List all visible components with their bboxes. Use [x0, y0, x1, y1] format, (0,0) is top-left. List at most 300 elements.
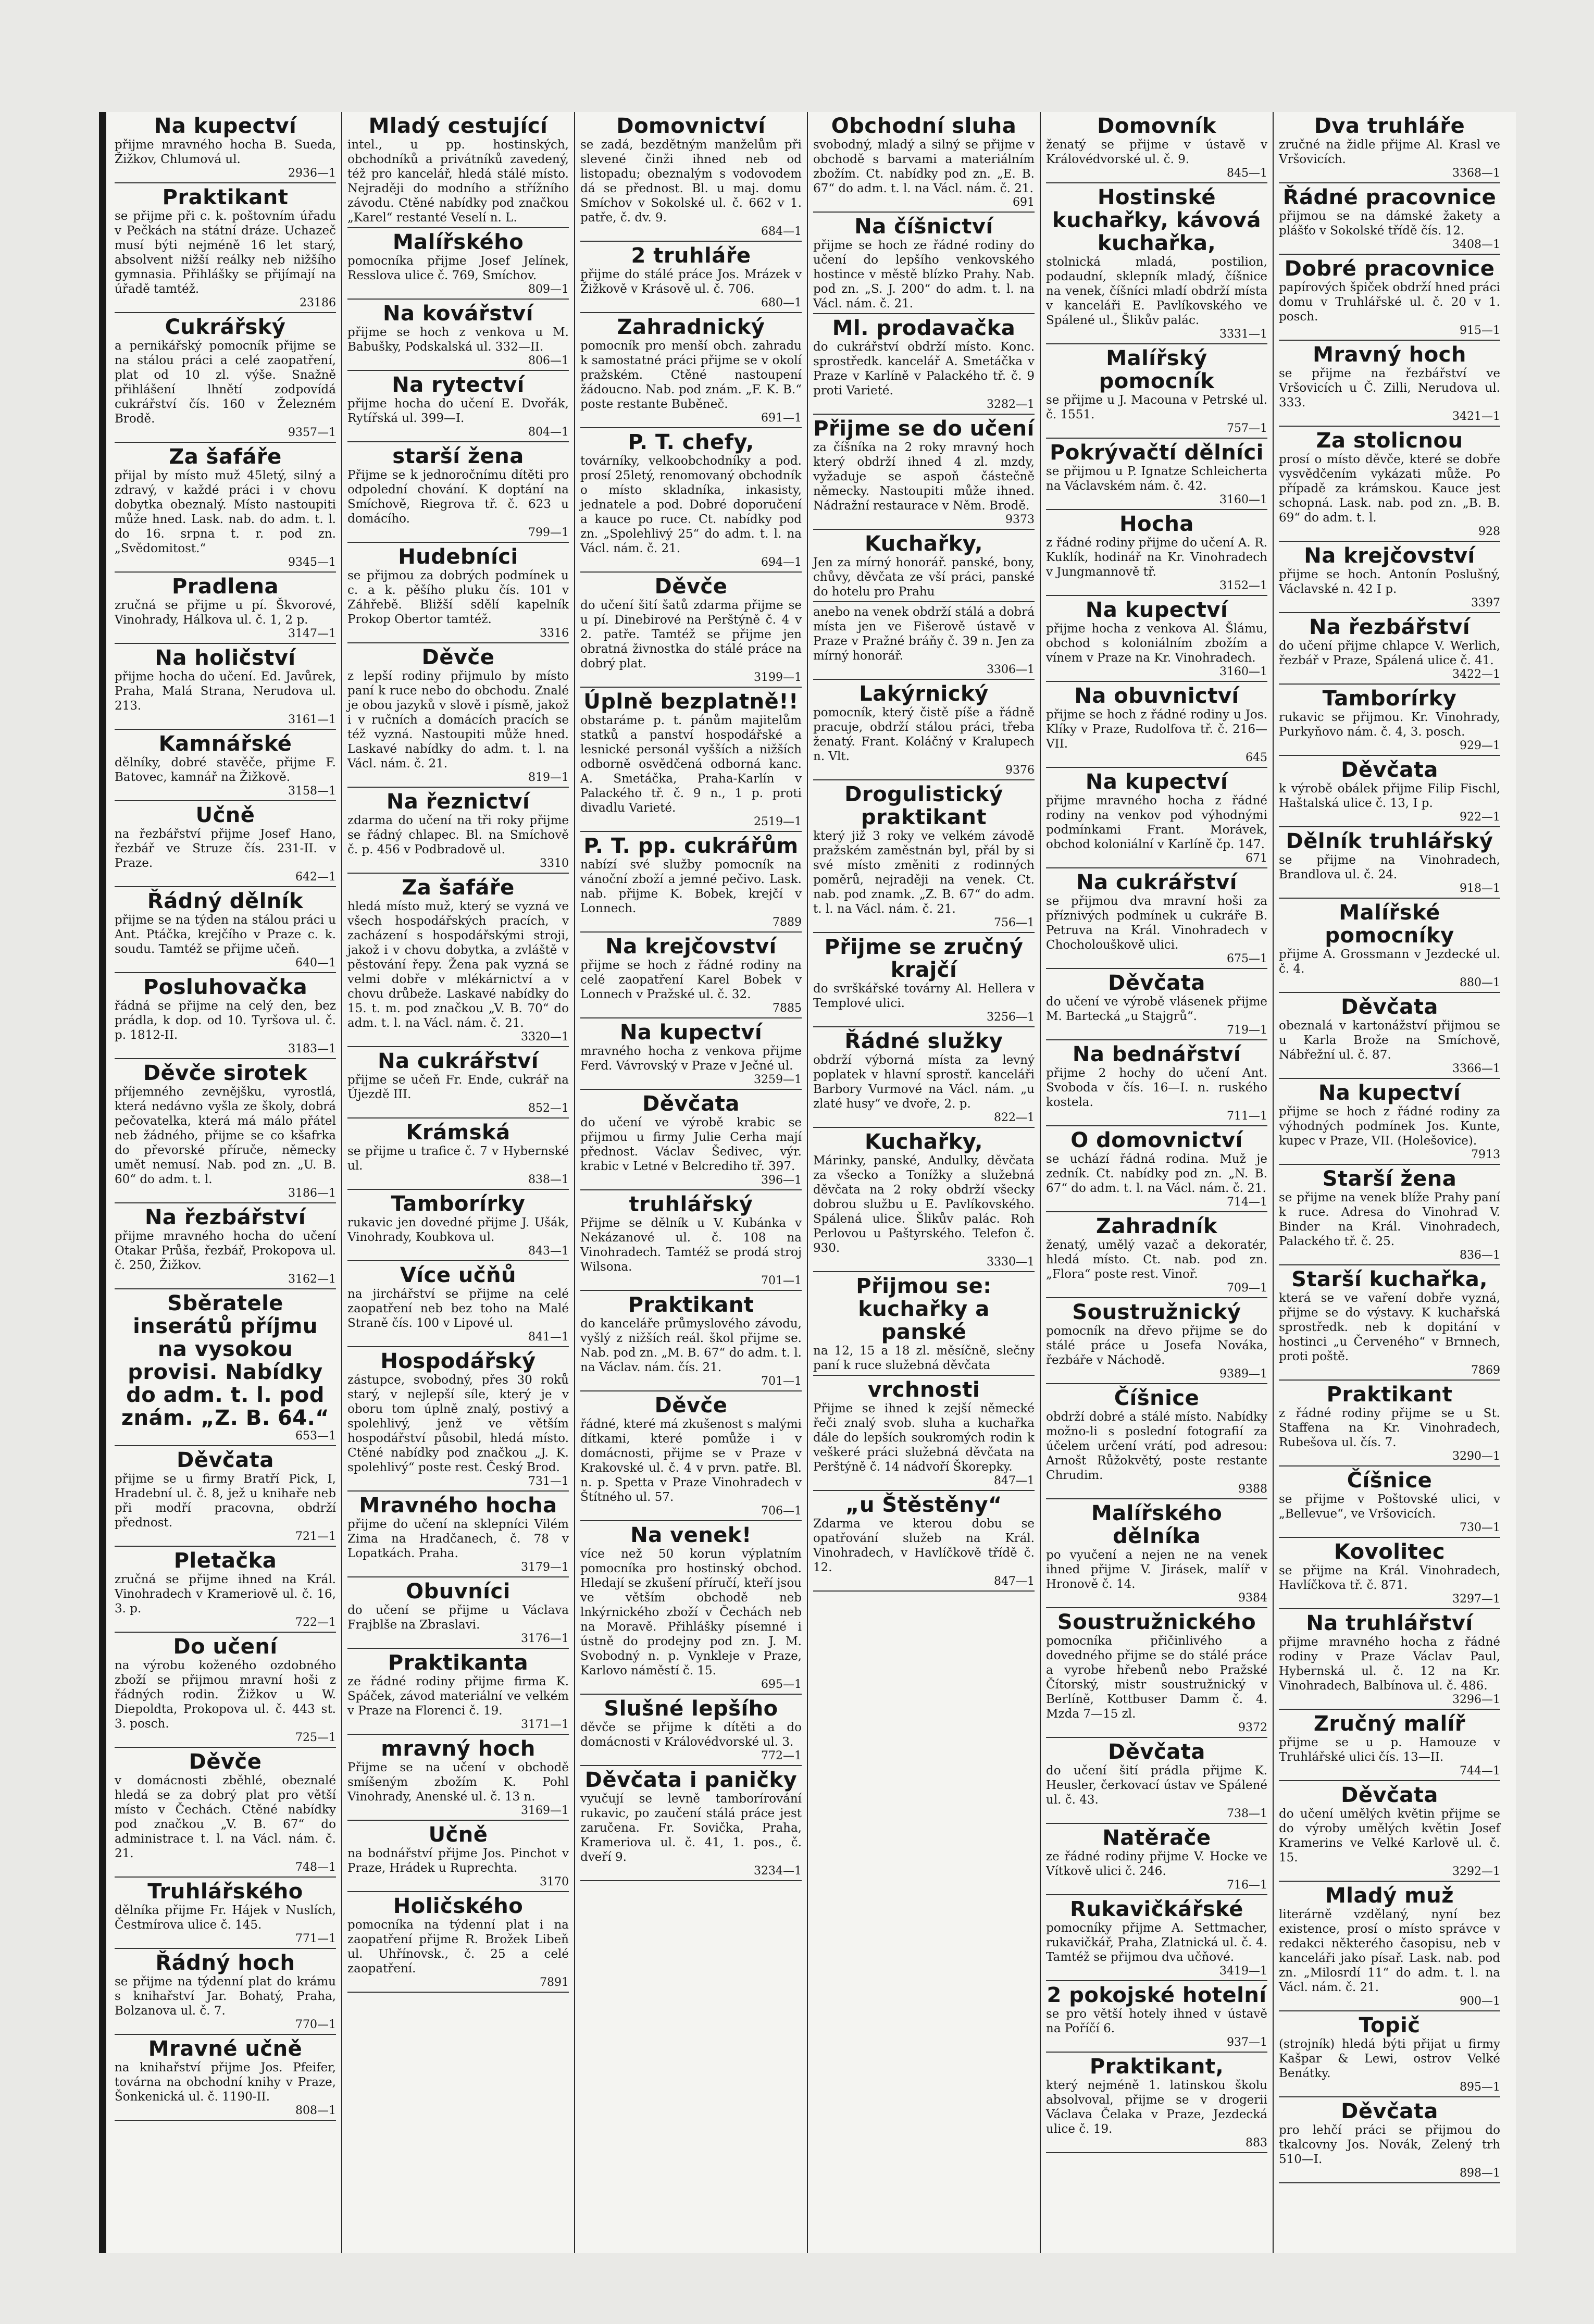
- ad-heading: Dobré pracovnice: [1284, 257, 1495, 281]
- ad-body: se zadá, bezdětným manželům při slevené činži ihned neb od listopadu; obeznalým s vodovodem dá se přednost. Bl. u maj. domu Smíchov v Sokolské ul. č. 662 v 1. patře, č. dv. 9.: [580, 138, 802, 225]
- ad-code: 706—1: [761, 1505, 802, 1518]
- ad-body: ze řádné rodiny přijme V. Hocke ve Vítkově ulici č. 246.: [1046, 1850, 1267, 1878]
- classified-ad: [1279, 2011, 1500, 2097]
- ad-heading: Děvčata: [1341, 1783, 1438, 1807]
- ad-heading: Na řezbářství: [144, 1206, 306, 1229]
- ad-code: 804—1: [528, 426, 569, 439]
- classified-ad: [347, 371, 569, 442]
- ad-heading: Na krejčovství: [605, 935, 777, 959]
- classified-ad: [1279, 613, 1500, 685]
- ad-heading: Řádný hoch: [155, 1951, 295, 1975]
- classified-ad: [1279, 542, 1500, 613]
- ad-body: na bodnářství přijme Jos. Pinchot v Praze, Hrádek u Ruprechta.: [347, 1847, 569, 1875]
- classified-ad: [1046, 1499, 1267, 1608]
- ad-heading: Zahradník: [1095, 1214, 1218, 1238]
- ad-heading: Úplně bezplatně!!: [583, 690, 799, 714]
- ad-code: 3366—1: [1452, 1062, 1500, 1075]
- ad-code: 640—1: [295, 956, 336, 970]
- ad-body: přijme se hoch z řádné rodiny za výhodných podmínek Jos. Kunte, kupec v Praze, VII. (Holešovice).: [1279, 1105, 1500, 1148]
- ad-body: ženatý se přijme v ústavě v Královédvorské ul. č. 9.: [1046, 138, 1267, 166]
- ad-code: 748—1: [295, 1861, 336, 1874]
- classified-ad: [1046, 969, 1267, 1040]
- ad-heading: O domovnictví: [1070, 1128, 1243, 1152]
- ad-body: obstaráme p. t. pánům majitelům statků a panství hospodářské a lesnické personál vyšších a nižších odborně osvědčená odborná kanc. A. Smetáčka, Praha-Karlín v Palackého tř. č. 9 n., 1 p. proti divadlu Varieté.: [580, 714, 802, 815]
- ad-code: 3152—1: [1219, 579, 1267, 592]
- ad-body: se uchází řádná rodina. Muž je zedník. Ct. nabídky pod zn. „N. B. 67“ do adm. t. l. na Václ. nám. č. 21.: [1046, 1152, 1267, 1195]
- classified-ad: [1046, 1040, 1267, 1126]
- ad-heading: Krámská: [406, 1121, 510, 1145]
- ad-body: se přijme na řezbářství ve Vršovicích u Č. Zilli, Nerudova ul. 333.: [1279, 367, 1500, 409]
- ad-code: 3292—1: [1452, 1865, 1500, 1878]
- ad-heading: Tamborírky: [391, 1192, 526, 1216]
- ad-body: Přijme se k jednoročnímu dítěti pro odpolední chování. K doptání na Smíchově, Riegrova tř. č. 623 u domácího.: [347, 468, 569, 526]
- ad-code: 9345—1: [288, 556, 336, 569]
- ad-heading: Na obuvnictví: [1074, 684, 1239, 708]
- ad-body: přijme se hoch. Antonín Poslušný, Václavské n. 42 I p.: [1279, 568, 1500, 596]
- ad-body: pomocníky přijme A. Settmacher, rukavičkář, Praha, Zlatnická ul. č. 4. Tamtéž se přijmou dva učňové.: [1046, 1921, 1267, 1964]
- ad-body: do učení ve výrobě krabic se přijmou u firmy Julie Cerha mají přednost. Václav Šedivec, výr. krabic v Letné v Belcrediho tř. 397.: [580, 1116, 802, 1173]
- ad-code: 3171—1: [521, 1718, 569, 1731]
- classified-ad: [115, 112, 336, 183]
- classified-ad: [1279, 899, 1500, 993]
- ad-code: 701—1: [761, 1274, 802, 1287]
- ad-code: 675—1: [1227, 952, 1267, 965]
- classified-ad: [1046, 1298, 1267, 1384]
- ad-code: 3421—1: [1452, 410, 1500, 423]
- classified-ad: [1046, 1126, 1267, 1212]
- classified-ad: [347, 1261, 569, 1347]
- classified-ad: [1279, 1538, 1500, 1609]
- ad-code: 738—1: [1227, 1807, 1267, 1820]
- ad-code: 895—1: [1460, 2081, 1500, 2094]
- column-5: [1041, 112, 1274, 2253]
- ad-body: přijme mravného hocha do učení Otakar Průša, řezbář, Prokopova ul. č. 250, Žižkov.: [115, 1229, 336, 1272]
- ad-heading: Za šafáře: [169, 445, 282, 469]
- classified-ad: [347, 1821, 569, 1892]
- ad-heading: Za stolicnou: [1316, 429, 1463, 453]
- column-3: [575, 112, 808, 2253]
- ad-body: řádná se přijme na celý den, bez prádla, k dop. od 10. Tyršova ul. č. p. 1812-II.: [115, 999, 336, 1042]
- ad-code: 694—1: [761, 556, 802, 569]
- ad-body: za číšníka na 2 roky mravný hoch který obdrží ihned 4 zl. mzdy, vyžaduje se aspoň částečně německy. Nastoupiti může ihned. Nádražní restaurace v Něm. Brodě.: [813, 441, 1035, 513]
- ad-heading: Topič: [1359, 2014, 1421, 2037]
- ad-body: dělníky, dobré stavěče, přijme F. Batovec, kamnář na Žižkově.: [115, 756, 336, 784]
- ad-code: 3158—1: [288, 785, 336, 798]
- classified-ad: [1046, 510, 1267, 596]
- ad-code: 937—1: [1227, 2036, 1267, 2049]
- ad-code: 3183—1: [288, 1042, 336, 1055]
- ad-code: 9388: [1238, 1483, 1267, 1496]
- ad-code: 3330—1: [987, 1256, 1035, 1269]
- ad-code: 799—1: [528, 526, 569, 539]
- ad-heading: Pletačka: [173, 1549, 277, 1573]
- classified-ad: [1279, 1265, 1500, 1381]
- ad-heading: Mladý muž: [1325, 1884, 1454, 1908]
- ad-heading: Na číšnictví: [854, 215, 993, 239]
- ad-heading: Na kovářství: [383, 302, 533, 326]
- ad-code: 645: [1246, 751, 1267, 764]
- ad-heading: Na venek!: [630, 1523, 752, 1547]
- ad-code: 7891: [540, 1976, 569, 1989]
- ad-body: přijme se hoch z řádné rodiny na celé zaopatření Karel Bobek v Lonnech v Pražské ul. č. 32.: [580, 959, 802, 1001]
- ad-body: zručná se přijme ihned na Král. Vinohradech v Krameriově ul. č. 16, 3. p.: [115, 1573, 336, 1615]
- classified-ad: [580, 1291, 802, 1391]
- ad-code: 836—1: [1460, 1249, 1500, 1262]
- ad-body: Zdarma ve kterou dobu se opatřování služeb na Král. Vinohradech, v Havlíčkově třídě č. 12.: [813, 1517, 1035, 1574]
- ad-heading: Praktikanta: [388, 1651, 529, 1675]
- ad-code: 9376: [1005, 764, 1035, 777]
- ad-code: 7869: [1471, 1364, 1500, 1377]
- ad-body: přijme se u p. Hamouze v Truhlářské ulici čís. 13—II.: [1279, 1736, 1500, 1764]
- ad-code: 3160—1: [1219, 665, 1267, 678]
- classified-ad: [347, 1118, 569, 1190]
- ad-heading: Rukavičkářské: [1070, 1897, 1243, 1921]
- ad-body: svobodný, mladý a silný se přijme v obchodě s barvami a materiálním zbožím. Ct. nabídky pod zn. „E. B. 67“ do adm. t. l. na Václ. nám. č. 21.: [813, 138, 1035, 195]
- classified-ad: [115, 887, 336, 973]
- ad-body: ženatý, umělý vazač a dekoratér, hledá místo. Ct. nab. pod zn. „Flora“ poste rest. Vinoř.: [1046, 1238, 1267, 1281]
- ad-body: se přijme v Poštovské ulici, v „Bellevue“, ve Vršovicích.: [1279, 1493, 1500, 1521]
- ad-body: pomocníka přičinlivého a dovedného přijme se do stálé práce a vyrobe hřebenů nebo Pražské Čítorský, mistr soustružnický v Berlíně, Kottbuser Damm č. 4. Mzda 7—15 zl.: [1046, 1634, 1267, 1721]
- ad-body: se přijme na týdenní plat do krámu s knihařství Jar. Bohatý, Praha, Bolzanova ul. č. 7.: [115, 1975, 336, 2018]
- ad-code: 3316: [540, 627, 569, 640]
- ad-heading: Na kupectví: [619, 1021, 763, 1045]
- ad-code: 731—1: [528, 1475, 569, 1488]
- ad-heading: Tamborírky: [1322, 687, 1457, 711]
- ad-code: 843—1: [528, 1245, 569, 1258]
- ad-heading: Více učňů: [400, 1263, 517, 1287]
- ad-heading: Děvče: [421, 645, 495, 669]
- ad-body: pomocníka na týdenní plat i na zaopatření přijme R. Brožek Libeň ul. Uhřínovsk., č. 25 a celé zaopatření.: [347, 1918, 569, 1975]
- ad-body: anebo na venek obdrží stálá a dobrá místa jen ve Fišerově ústavě v Praze v Pražné bráňy č. 39 n. Jen za mírný honorář.: [813, 605, 1035, 663]
- ad-code: 852—1: [528, 1102, 569, 1115]
- ad-body: se přijmou dva mravní hoši za příznivých podmínek u cukráře B. Petruva na Král. Vinohradech v Chocholouškově ulici.: [1046, 894, 1267, 952]
- ad-heading: Drogulistický praktikant: [844, 782, 1003, 829]
- ad-heading: Truhlářského: [147, 1880, 303, 1904]
- ad-code: 900—1: [1460, 1995, 1500, 2008]
- classified-columns: [109, 112, 1505, 2253]
- ad-body: do svrškářské továrny Al. Hellera v Templové ulici.: [813, 982, 1035, 1010]
- ad-code: 3179—1: [521, 1561, 569, 1574]
- ad-body: obeznalá v kartonážství přijmou se u Karla Brože na Smíchově, Nábřežní ul. č. 87.: [1279, 1019, 1500, 1062]
- classified-ad: [347, 1347, 569, 1492]
- ad-code: 722—1: [295, 1616, 336, 1629]
- ad-heading: starší žena: [392, 444, 524, 468]
- ad-code: 3162—1: [288, 1273, 336, 1286]
- ad-body: se přijmou u P. Ignatze Schleicherta na Václavském nám. č. 42.: [1046, 465, 1267, 493]
- ad-body: se přijme na venek blíže Prahy paní k ruce. Adresa do Vinohrad V. Binder na Král. Vinohradech, Palackého tř. č. 25.: [1279, 1191, 1500, 1248]
- ad-body: Přijme se dělník u V. Kubánka v Nekázanové ul. č. 108 na Vinohradech. Tamtéž se prodá stroj Wilsona.: [580, 1216, 802, 1274]
- ad-code: 809—1: [528, 283, 569, 296]
- ad-code: 9389—1: [1219, 1368, 1267, 1381]
- ad-code: 642—1: [295, 871, 336, 884]
- classified-ad: [1279, 341, 1500, 427]
- ad-code: 918—1: [1460, 882, 1500, 895]
- ad-heading: Na krejčovství: [1304, 544, 1475, 568]
- ad-heading: Kuchařky,: [865, 532, 983, 556]
- ad-heading: Číšnice: [1347, 1469, 1433, 1493]
- ad-body: více než 50 korun výplatním pomocníka pro hostinský obchod. Hledají se zkušení příručí, kteří jsou ve větším obchodě neb lnkýrnického zboží v Čechách neb na Moravě. Přihlášky písemné i ústně do prodejny pod zn. J. M. Svobodný n. p. Vynkleje v Praze, Karlovo náměstí č. 15.: [580, 1547, 802, 1677]
- ad-body: pomocník, který čistě píše a řádně pracuje, obdrží stálou práci, třeba ženatý. Frant. Koláčný v Kralupech n. Vlt.: [813, 706, 1035, 763]
- ad-body: do učení se přijme u Václava Frajblše na Zbraslavi.: [347, 1604, 569, 1632]
- classified-ad: [1279, 112, 1500, 183]
- classified-ad: [1279, 183, 1500, 255]
- ad-body: na výrobu koženého ozdobného zboží se přijmou mravní hoši z řádných rodin. Žižkov u W. Diepoldta, Prokopova ul. č. 443 st. 3. posch.: [115, 1659, 336, 1731]
- ad-heading: Ml. prodavačka: [832, 316, 1016, 340]
- classified-ad: [347, 1649, 569, 1735]
- ad-heading: Holičského: [393, 1894, 524, 1918]
- ad-heading: Malířského dělníka: [1091, 1501, 1223, 1548]
- ad-body: ze řádné rodiny přijme firma K. Spáček, závod materiální ve velkém v Praze na Florenci č. 19.: [347, 1675, 569, 1718]
- ad-code: 929—1: [1460, 739, 1500, 752]
- ad-body: přijme hocha do učení E. Dvořák, Rytířská ul. 399—I.: [347, 397, 569, 425]
- classified-ad: [1279, 1381, 1500, 1467]
- ad-code: 922—1: [1460, 811, 1500, 824]
- ad-code: 711—1: [1227, 1110, 1267, 1123]
- ad-heading: Mravné učně: [148, 2037, 303, 2061]
- ad-heading: Malířský pomocník: [1099, 346, 1215, 393]
- ad-heading: Do učení: [173, 1635, 278, 1659]
- scan-edge: [99, 112, 106, 2253]
- classified-ad: [580, 832, 802, 933]
- ad-code: 7889: [773, 916, 802, 929]
- classified-ad: [115, 1949, 336, 2035]
- ad-heading: Mladý cestující: [368, 114, 548, 138]
- ad-body: pomocník na dřevo přijme se do stálé práce u Josefa Nováka, řezbáře v Náchodě.: [1046, 1324, 1267, 1367]
- ad-heading: Kamnářské: [158, 732, 292, 756]
- ad-body: se přijmou za dobrých podmínek u c. a k. pěšího pluku čís. 101 v Záhřebě. Bližší sdělí kapelník Prokop Obertor tamtéž.: [347, 569, 569, 626]
- classified-ad: [115, 443, 336, 573]
- classified-ad: [580, 1695, 802, 1766]
- ad-code: 3290—1: [1452, 1450, 1500, 1463]
- ad-code: 880—1: [1460, 976, 1500, 989]
- classified-ad: [115, 801, 336, 887]
- ad-code: 847—1: [994, 1474, 1035, 1487]
- ad-code: 3320—1: [521, 1030, 569, 1043]
- ad-body: hledá místo muž, který se vyzná ve všech hospodářských pracích, v zacházení s hospodářskými stroji, jakož i v chovu dobytka, a zvláště v pěstování řepy. Žena pak vyzná se velmi dobře v mlékárnictví a v chovu drůbeže. Laskavé nabídky do 15. t. m. pod značkou „V. B. 70“ do adm. t. l. na Václ. nám. č. 21.: [347, 900, 569, 1030]
- ad-heading: Hudebníci: [398, 545, 518, 569]
- classified-ad: [580, 933, 802, 1018]
- ad-body: na knihařství přijme Jos. Pfeifer, továrna na obchodní knihy v Praze, Šonkenická ul. č. 1190-II.: [115, 2061, 336, 2104]
- classified-ad: [347, 1892, 569, 1993]
- ad-heading: Hospodářský: [380, 1349, 536, 1373]
- classified-ad: [347, 874, 569, 1047]
- ad-code: 691: [1013, 196, 1035, 209]
- ad-body: po vyučení a nejen ne na venek ihned přijme V. Jirásek, malíř v Hronově č. 14.: [1046, 1548, 1267, 1591]
- classified-ad: [347, 1190, 569, 1261]
- ad-code: 3310: [540, 857, 569, 870]
- ad-heading: Praktikant: [162, 185, 289, 209]
- ad-code: 770—1: [295, 2018, 336, 2031]
- ad-body: na jirchářství se přijme na celé zaopatření neb bez toho na Malé Straně čís. 100 v Lipové ul.: [347, 1287, 569, 1330]
- ad-code: 691—1: [761, 412, 802, 425]
- classified-ad: [580, 1766, 802, 1881]
- classified-ad: [347, 228, 569, 300]
- column-4: [808, 112, 1041, 2253]
- ad-body: děvče se přijme k dítěti a do domácnosti v Královédvorské ul. 3.: [580, 1721, 802, 1749]
- classified-ad: [347, 543, 569, 643]
- ad-code: 725—1: [295, 1731, 336, 1744]
- column-6: [1274, 112, 1505, 2253]
- ad-heading: Děvčata: [177, 1448, 274, 1472]
- ad-body: z řádné rodiny přijme se u St. Staffena na Kr. Vinohradech, Rubešova ul. čís. 7.: [1279, 1407, 1500, 1449]
- classified-ad: [580, 1090, 802, 1190]
- ad-heading: Na řeznictví: [386, 790, 530, 814]
- ad-code: 701—1: [761, 1375, 802, 1388]
- classified-ad: [813, 112, 1035, 213]
- classified-ad: [1279, 1079, 1500, 1165]
- ad-heading: Malířské pomocníky: [1325, 901, 1454, 948]
- classified-ad: [115, 644, 336, 730]
- ad-heading: Na rytectví: [392, 373, 525, 397]
- ad-heading: Praktikant: [628, 1293, 754, 1317]
- ad-heading: Učně: [428, 1823, 488, 1847]
- ad-heading: Mravného hocha: [359, 1494, 557, 1518]
- ad-body: přijme mravného hocha B. Sueda, Žižkov, Chlumová ul.: [115, 138, 336, 166]
- classified-ad: [580, 112, 802, 242]
- classified-ad: [115, 730, 336, 801]
- ad-body: přijmou se na dámské žakety a plášťo v Sokolské třídě čís. 12.: [1279, 209, 1500, 238]
- column-2: [342, 112, 575, 2253]
- classified-ad: [1046, 439, 1267, 510]
- classified-ad: [580, 242, 802, 313]
- classified-ad: [347, 1492, 569, 1577]
- ad-heading: Děvče: [654, 575, 728, 599]
- ad-heading: Na truhlářství: [1306, 1611, 1473, 1635]
- classified-ad: [580, 1190, 802, 1291]
- ad-code: 9372: [1238, 1721, 1267, 1734]
- ad-code: 396—1: [761, 1174, 802, 1187]
- classified-ad: [115, 573, 336, 644]
- ad-code: 838—1: [528, 1173, 569, 1186]
- ad-heading: Na kupectví: [1085, 770, 1228, 794]
- ad-heading: Praktikant,: [1089, 2055, 1224, 2079]
- ad-heading: truhlářský: [629, 1192, 753, 1216]
- ad-code: 3282—1: [987, 398, 1035, 411]
- ad-heading: P. T. chefy,: [628, 430, 754, 454]
- ad-heading: Kovolitec: [1334, 1540, 1446, 1564]
- ad-body: se přijme na Vinohradech, Brandlova ul. č. 24.: [1279, 853, 1500, 881]
- ad-body: továrníky, velkoobchodníky a pod. prosí 25letý, renomovaný obchodník o místo skladníka, inkasisty, jednatele a pod. Dobré doporučení a kauce po ruce. Ct. nabídky pod zn. „Spolehlivý 25“ do adm. t. l. na Václ. nám. č. 21.: [580, 454, 802, 555]
- ad-heading: Kuchařky,: [865, 1130, 983, 1154]
- ad-code: 3306—1: [987, 663, 1035, 676]
- ad-heading: Řádný dělník: [147, 889, 304, 913]
- ad-code: 3147—1: [288, 627, 336, 640]
- classified-ad: [813, 530, 1035, 602]
- ad-code: 3186—1: [288, 1187, 336, 1200]
- classified-ad: [813, 680, 1035, 780]
- ad-heading: Posluhovačka: [143, 975, 308, 999]
- classified-ad: [347, 1577, 569, 1649]
- classified-ad: [1046, 682, 1267, 768]
- ad-heading: Číšnice: [1114, 1386, 1200, 1410]
- ad-body: Jen za mírný honorář. panské, bony, chůvy, děvčata ze vší práci, panské do hotelu pro Prahu: [813, 556, 1035, 599]
- ad-body: přijme do stálé práce Jos. Mrázek v Žižkově v Krásově ul. č. 706.: [580, 268, 802, 296]
- classified-ad: [813, 1272, 1035, 1376]
- ad-heading: Hostinské kuchařky, kávová kuchařka,: [1052, 185, 1261, 255]
- column-1: [109, 112, 342, 2253]
- ad-body: intel., u pp. hostinských, obchodníků a privátníků zavedený, též pro kancelář, hledá stálé místo. Nejraději do modního a střížního závodu. Ctěné nabídky pod značkou „Karel“ restanté Veselí n. L.: [347, 138, 569, 225]
- ad-code: 3160—1: [1219, 493, 1267, 506]
- classified-ad: [1046, 1895, 1267, 1981]
- ad-body: která se ve vaření dobře vyzná, přijme se do výstavy. K kuchařská sprostředk. neb k dopitání v hostinci „u Červeného“ v Brnnech, proti poště.: [1279, 1291, 1500, 1363]
- ad-heading: Lakýrnický: [859, 682, 989, 706]
- ad-code: 772—1: [761, 1749, 802, 1762]
- ad-heading: Obchodní sluha: [831, 114, 1017, 138]
- classified-ad: [1046, 1212, 1267, 1298]
- ad-body: z řádné rodiny přijme do učení A. R. Kuklík, hodinář na Kr. Vinohradech v Jungmannově tř.: [1046, 536, 1267, 579]
- classified-ad: [813, 1376, 1035, 1491]
- ad-body: stolnická mladá, postilion, podaudní, sklepník mladý, číšnice na venek, číšníci mladí obdrží místa v kanceláři E. Pavlíkovského ve Spálené ul., Šlikův palác.: [1046, 255, 1267, 327]
- ad-body: přijme hocha do učení. Ed. Javůrek, Praha, Malá Strana, Nerudova ul. 213.: [115, 670, 336, 713]
- ad-body: literárně vzdělaný, nyní bez existence, prosí o místo správce v redakci některého časopisu, neb v kanceláři jako písař. Lask. nab. pod zn. „Milosrdí 11“ do adm. t. l. na Václ. nám. č. 21.: [1279, 1908, 1500, 1994]
- classified-ad: [813, 415, 1035, 530]
- ad-body: na řezbářství přijme Josef Hano, řezbář ve Struze čís. 231-II. v Praze.: [115, 827, 336, 870]
- ad-code: 3368—1: [1452, 167, 1500, 180]
- ad-body: (strojník) hledá býti přijat u firmy Kašpar & Lewi, ostrov Velké Benátky.: [1279, 2037, 1500, 2080]
- ad-body: přijme do učení na sklepníci Vilém Zima na Hradčanech, č. 78 v Lopatkách. Praha.: [347, 1518, 569, 1560]
- ad-heading: Děvčata: [1341, 995, 1438, 1019]
- ad-body: řádné, které má zkušenost s malými dítkami, které pomůže i v domácnosti, přijme se v Praze v Krakovské ul. č. 4 v prvn. patře. Bl. n. p. Spetta v Praze Vinohradech v Štítného ul. 57.: [580, 1418, 802, 1504]
- classified-ad: [115, 1203, 336, 1289]
- ad-heading: Děvčata: [1108, 971, 1205, 995]
- ad-heading: „u Štěstěny“: [845, 1493, 1002, 1517]
- ad-body: papírových špiček obdrží hned práci domu v Truhlářské ul. č. 20 v 1. posch.: [1279, 281, 1500, 324]
- ad-heading: Na kupectví: [1318, 1081, 1461, 1105]
- ad-body: Přijme se na učení v obchodě smíšeným zbožím K. Pohl Vinohrady, Anenské ul. č. 13 n.: [347, 1761, 569, 1804]
- classified-ad: [580, 688, 802, 832]
- ad-code: 684—1: [761, 225, 802, 238]
- ad-body: přijme mravného hocha z řádné rodiny v Praze Václav Paul, Hybernská ul. č. 12 na Kr. Vinohradech, Balbínova ul. č. 486.: [1279, 1635, 1500, 1693]
- classified-ad: [813, 1027, 1035, 1128]
- classified-ad: [1046, 183, 1267, 344]
- classified-ad: [347, 643, 569, 788]
- classified-ad: [115, 313, 336, 443]
- classified-ad: [1279, 427, 1500, 542]
- ad-body: přijme se učeň Fr. Ende, cukrář na Újezdě III.: [347, 1073, 569, 1101]
- classified-ad: [1279, 1165, 1500, 1265]
- ad-code: 806—1: [528, 354, 569, 367]
- ad-code: 709—1: [1227, 1282, 1267, 1295]
- classified-ad: [580, 313, 802, 428]
- ad-body: se přijme u trafice č. 7 v Hybernské ul.: [347, 1145, 569, 1173]
- ad-body: přijme se hoch z řádné rodiny u Jos. Klíky v Praze, Rudolfova tř. č. 216—VII.: [1046, 708, 1267, 751]
- ad-code: 847—1: [994, 1575, 1035, 1588]
- classified-ad: [813, 1128, 1035, 1272]
- classified-ad: [115, 1547, 336, 1633]
- ad-body: dělníka přijme Fr. Hájek v Nuslích, Čestmírova ulice č. 145.: [115, 1904, 336, 1932]
- classified-ad: [115, 2035, 336, 2121]
- classified-ad: [1279, 2097, 1500, 2183]
- ad-body: zručné na židle přijme Al. Krasl ve Vršovicích.: [1279, 138, 1500, 166]
- ad-code: 2936—1: [288, 167, 336, 180]
- classified-ad: [1279, 993, 1500, 1079]
- classified-ad: [813, 1491, 1035, 1592]
- ad-body: na 12, 15 a 18 zl. měsíčně, slečny paní k ruce služebná děvčata: [813, 1344, 1035, 1372]
- ad-code: 23186: [300, 296, 336, 309]
- ad-heading: Domovník: [1097, 114, 1216, 138]
- ad-body: přijme hocha z venkova Al. Šlámu, obchod s koloniálním zbožím a vínem v Praze na Kr. Vinohradech.: [1046, 622, 1267, 665]
- ad-heading: Natěrače: [1102, 1826, 1211, 1850]
- ad-heading: Učně: [195, 803, 255, 827]
- ad-code: 2519—1: [754, 815, 802, 828]
- ad-code: 3199—1: [754, 671, 802, 684]
- ad-code: 915—1: [1460, 324, 1500, 337]
- classified-ad: [1279, 1609, 1500, 1710]
- ad-body: přijme se hoch ze řádné rodiny do učení do lepšího venkovského hostince v městě blízko Prahy. Nab. pod zn. „S. J. 200“ do adm. t. l. na Václ. nám. č. 21.: [813, 239, 1035, 310]
- ad-code: 757—1: [1227, 422, 1267, 435]
- ad-body: v domácnosti zběhlé, obeznalé hledá se za dobrý plat pro větší místo v Čechách. Ctěné nabídky pod značkou „V. B. 67“ do administrace t. l. na Václ. nám. č. 21.: [115, 1774, 336, 1860]
- ad-heading: Na kupectví: [154, 114, 297, 138]
